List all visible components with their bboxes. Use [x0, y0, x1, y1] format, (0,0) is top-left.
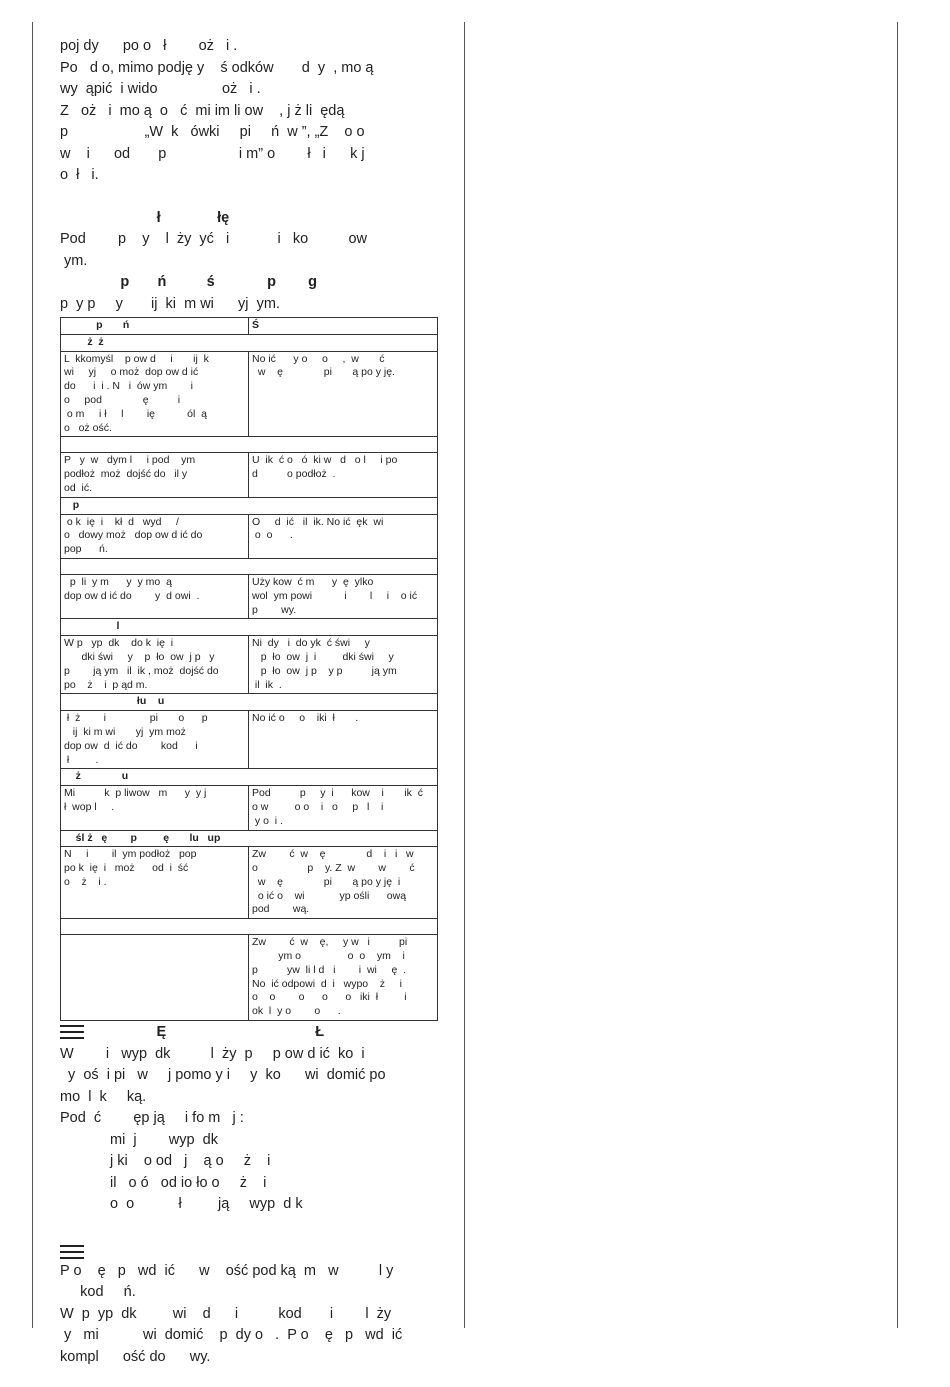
table-section-row: [61, 769, 438, 786]
remedy-cell: No ić y o o , w ć w ę pi ą po y ję.: [249, 351, 438, 437]
menu-lines-icon: [60, 1025, 84, 1041]
table-section-title: p: [61, 497, 438, 514]
table-section-row: [61, 694, 438, 711]
table-header-row: [61, 318, 438, 335]
column-rule-right: [897, 22, 898, 1328]
table-row: [61, 935, 438, 1021]
table-blank-row: [61, 919, 438, 935]
problem-cell: p li y m y y mo ą dop ow d ić do y d owi .: [61, 574, 249, 618]
text-line: y mi wi domić p dy o . P o ę p wd ić: [60, 1327, 403, 1344]
remedy-cell: No ić o o iki ł .: [249, 711, 438, 769]
remedy-cell: O d ić il ik. No ić ęk wi o o .: [249, 514, 438, 558]
table-row: [61, 574, 438, 618]
table-section-row: [61, 619, 438, 636]
table-row: [61, 514, 438, 558]
text-line: p „W k ówki pi ń w ”, „Z o o: [60, 124, 365, 140]
text-line: Po d o, mimo podję y ś odków d y , mo ą: [60, 59, 374, 76]
intro-paragraph: [60, 36, 438, 187]
table-row: [61, 847, 438, 919]
table-row: [61, 453, 438, 497]
text-line: kod ń.: [60, 1284, 136, 1301]
table-section-title: łu u: [61, 694, 438, 711]
heading-2: p ń ś p g: [60, 274, 318, 290]
paragraph-1: [60, 229, 438, 272]
text-line: il o ó od io ło o ż i: [110, 1174, 267, 1191]
table-blank-cell: [61, 919, 438, 935]
remedy-cell: U ik ć o ó ki w d o l i po d o podłoż .: [249, 453, 438, 497]
text-line: kompl ość do wy.: [60, 1348, 211, 1365]
table-header-cell: p ń: [61, 318, 249, 335]
text-line: o ł i.: [60, 167, 99, 183]
table-blank-cell: [61, 437, 438, 453]
info-list: [60, 1130, 438, 1216]
column-rule-middle: [464, 22, 465, 1328]
menu-lines-icon: [60, 1245, 84, 1261]
table-blank-cell: [61, 558, 438, 574]
paragraph-2: p y p y ij ki m wi yj ym.: [60, 295, 280, 312]
problem-cell: N i il ym podłoż pop po k ię i moż od i ść o ż i .: [61, 847, 249, 919]
text-line: w i od p i m” o ł i k j: [60, 145, 365, 162]
left-column: [60, 36, 438, 1368]
section-3-title: Ę Ł: [88, 1024, 325, 1041]
text-line: poj dy po o ł oż i .: [60, 38, 238, 54]
text-line: mo l k ką.: [60, 1088, 147, 1105]
text-line: W i wyp dk l ży p p ow d ić ko i: [60, 1045, 365, 1062]
problem-cell: ł ż i pi o p ij ki m wi yj ym moż dop ow d ić do kod i ł .: [61, 711, 249, 769]
table-row: [61, 786, 438, 830]
table-section-title: śl ż ę p ę lu up: [61, 830, 438, 847]
table-header-cell: Ś: [249, 318, 438, 335]
text-line: ym.: [60, 252, 88, 269]
text-line: j ki o od j ą o ż i: [110, 1153, 271, 1170]
table-section-row: [61, 334, 438, 351]
remedy-cell: Pod p y i kow i ik ć o w o o i o p l i y o i .: [249, 786, 438, 830]
text-line: o o ł ją wyp d k: [110, 1196, 303, 1213]
problem-cell: o k ię i kł d wyd / o dowy moż dop ow d ić do pop ń.: [61, 514, 249, 558]
text-line: P o ę p wd ić w ość pod ką m w l y: [60, 1262, 394, 1279]
table-section-title: ż u: [61, 769, 438, 786]
text-line: wy ąpić i wido oż i .: [60, 81, 261, 97]
table-section-title: ż ż: [61, 334, 438, 351]
problem-cell: L kkomyśl p ow d i ij k wi yj o moż dop ow d ić do i i . N i ów ym i o pod ę i o m i ł l ię ól ą o oż ość.: [61, 351, 249, 437]
table-blank-row: [61, 558, 438, 574]
paragraph-4: [60, 1261, 438, 1369]
problem-cell: Mi k p liwow m y y j ł wop l .: [61, 786, 249, 830]
heading-1: ł łę: [60, 209, 230, 226]
section-3-header: [60, 1022, 438, 1044]
table-blank-row: [61, 437, 438, 453]
remedy-cell: Ni dy i do yk ć świ y p ło ow j i dki świ y p ło ow j p y p ją ym il ik .: [249, 636, 438, 694]
table-section-row: [61, 497, 438, 514]
remedy-cell: Uży kow ć m y ę ylko wol ym powi i l i o ić p wy.: [249, 574, 438, 618]
problem-cell: [61, 935, 249, 1021]
text-line: y oś i pi w j pomo y i y ko wi domić po: [60, 1067, 386, 1084]
table-section-row: [61, 830, 438, 847]
remedy-cell: Zw ć w ę d i i w o p y. Z w w ć w ę pi ą po y ję i o ić o wi yp ośli ową pod wą.: [249, 847, 438, 919]
text-line: Z oż i mo ą o ć mi im li ow , j ż li ędą: [60, 102, 345, 119]
text-line: W p yp dk wi d i kod i l ży: [60, 1305, 392, 1322]
text-line: Pod ć ęp ją i fo m j :: [60, 1110, 244, 1127]
paragraph-3: [60, 1044, 438, 1130]
table-row: [61, 711, 438, 769]
problem-cell: P y w dym l i pod ym podłoż moż dojść do il y od ić.: [61, 453, 249, 497]
text-line: Pod p y l ży yć i i ko ow: [60, 231, 367, 247]
remedy-cell: Zw ć w ę, y w i pi ym o o o ym i p yw li l d i i wi ę . No ić odpowi d i wypo ż i o o o o o iki ł i ok l y o o .: [249, 935, 438, 1021]
column-rule-left: [32, 22, 33, 1328]
table-section-title: l: [61, 619, 438, 636]
text-line: mi j wyp dk: [110, 1131, 218, 1148]
troubleshooting-table: [60, 317, 438, 1021]
table-row: [61, 636, 438, 694]
table-row: [61, 351, 438, 437]
section-4-header: [60, 1245, 438, 1261]
problem-cell: W p yp dk do k ię i dki świ y p ło ow j p y p ją ym il ik , moż dojść do po ż i p ąd m.: [61, 636, 249, 694]
